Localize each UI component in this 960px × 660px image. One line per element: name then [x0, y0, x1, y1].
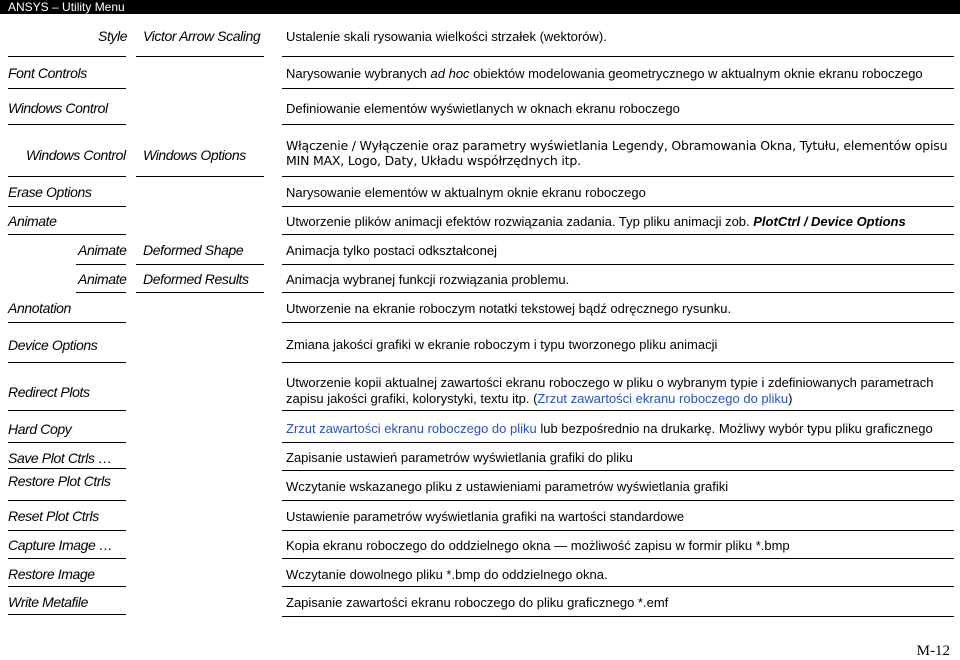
rule [282, 470, 954, 471]
rule [8, 124, 126, 125]
cmd-reset-plot-ctrls: Reset Plot Ctrls [8, 508, 99, 524]
rule [136, 56, 264, 57]
rule [282, 292, 954, 293]
desc-text: lub bezpośrednio na drukarkę. Możliwy wybór typu pliku graficznego [536, 421, 933, 436]
rule [8, 500, 126, 501]
rule [8, 442, 126, 443]
desc-text: ) [788, 391, 793, 406]
cmd-windows-control: Windows Control [8, 100, 108, 116]
desc-save-plot-ctrls: Zapisanie ustawień parametrów wyświetlania grafiki do pliku [286, 450, 633, 465]
desc-annotation: Utworzenie na ekranie roboczym notatki tekstowej bądź odręcznego rysunku. [286, 301, 732, 316]
desc-bold-italic: PlotCtrl / Device Options [753, 214, 906, 229]
rule [8, 56, 126, 57]
desc-restore-plot-ctrls: Wczytanie wskazanego pliku z ustawieniami parametrów wyświetlania grafiki [286, 479, 729, 494]
desc-blue-link: Zrzut zawartości ekranu roboczego do pliku [537, 391, 789, 406]
cmd-erase-options: Erase Options [8, 184, 92, 200]
cmd-windows-options: Windows Options [143, 147, 246, 163]
rule [136, 176, 264, 177]
desc-font-controls [286, 66, 956, 81]
rule [282, 56, 954, 57]
rule [8, 206, 126, 207]
rule [282, 616, 954, 617]
cmd-animate: Animate [8, 213, 57, 229]
page-number: M-12 [916, 643, 950, 659]
rule [8, 176, 126, 177]
desc-text: obiektów modelowania geometrycznego w aktualnym oknie ekranu roboczego [469, 66, 923, 81]
desc-hard-copy [286, 421, 956, 436]
rule [282, 176, 954, 177]
cmd-annotation: Annotation [8, 300, 71, 316]
rule [282, 124, 954, 125]
rule [282, 362, 954, 363]
desc-deformed-results: Animacja wybranej funkcji rozwiązania problemu. [286, 272, 570, 287]
rule [136, 264, 264, 265]
rule [8, 88, 126, 89]
desc-restore-image: Wczytanie dowolnego pliku *.bmp do oddzielnego okna. [286, 567, 608, 582]
desc-reset-plot-ctrls: Ustawienie parametrów wyświetlania grafiki na wartości standardowe [286, 509, 685, 524]
rule [282, 206, 954, 207]
rule [8, 614, 126, 615]
cmd-font-controls: Font Controls [8, 65, 87, 81]
desc-text: Narysowanie wybranych [286, 66, 431, 81]
desc-erase-options: Narysowanie elementów w aktualnym oknie ekranu roboczego [286, 185, 646, 200]
rule [282, 88, 954, 89]
rule [282, 500, 954, 501]
desc-deformed-shape: Animacja tylko postaci odkształconej [286, 243, 497, 258]
rule [76, 292, 126, 293]
desc-blue-link: Zrzut zawartości ekranu roboczego do pliku [286, 421, 537, 436]
rule [8, 234, 126, 235]
desc-text: Utworzenie kopii aktualnej zawartości ekranu roboczego w pliku o wybranym typie i zdefiniowanych parametrach zapisu jakości grafiki, kolorystyki, textu itp. ( [286, 375, 934, 406]
rule [282, 558, 954, 559]
cmd-save-plot-ctrls: Save Plot Ctrls … [8, 450, 112, 466]
cmd-windows-control-2: Windows Control [26, 147, 126, 163]
rule [282, 530, 954, 531]
desc-capture-image: Kopia ekranu roboczego do oddzielnego okna — możliwość zapisu w formir pliku *.bmp [286, 538, 790, 553]
desc-write-metafile: Zapisanie zawartości ekranu roboczego do pliku graficznego *.emf [286, 595, 669, 610]
utility-menu-header: ANSYS – Utility Menu [0, 0, 960, 14]
rule [8, 586, 126, 587]
rule [282, 234, 954, 235]
cmd-restore-plot-ctrls: Restore Plot Ctrls [8, 473, 111, 489]
rule [282, 586, 954, 587]
rule [136, 292, 264, 293]
cmd-redirect-plots: Redirect Plots [8, 384, 90, 400]
cmd-capture-image: Capture Image … [8, 537, 113, 553]
cmd-write-metafile: Write Metafile [8, 594, 88, 610]
rule [282, 442, 954, 443]
desc-windows-options: Włączenie / Wyłączenie oraz parametry wyświetlania Legendy, Obramowania Okna, Tytułu, elementów opisu MIN MAX, Logo, Daty, Układu współrzędnych itp. [286, 138, 948, 168]
desc-windows-control: Definiowanie elementów wyświetlanych w oknach ekranu roboczego [286, 101, 680, 116]
cmd-style: Style [98, 28, 128, 44]
cmd-deformed-results: Deformed Results [143, 271, 249, 287]
rule [8, 558, 126, 559]
cmd-restore-image: Restore Image [8, 566, 95, 582]
rule [8, 530, 126, 531]
rule [76, 264, 126, 265]
desc-victor-arrow-scaling: Ustalenie skali rysowania wielkości strzałek (wektorów). [286, 29, 607, 44]
rule [8, 322, 126, 323]
rule [8, 362, 126, 363]
cmd-animate-sub1: Animate [78, 242, 127, 258]
cmd-animate-sub2: Animate [78, 271, 127, 287]
desc-text: Utworzenie plików animacji efektów rozwiązania zadania. Typ pliku animacji zob. [286, 214, 754, 229]
desc-italic: ad hoc [430, 66, 470, 81]
desc-redirect-plots [286, 375, 956, 407]
cmd-deformed-shape: Deformed Shape [143, 242, 244, 258]
rule [8, 410, 126, 411]
cmd-victor-arrow-scaling: Victor Arrow Scaling [143, 28, 261, 44]
rule [282, 264, 954, 265]
desc-device-options: Zmiana jakości grafiki w ekranie roboczym i typu tworzonego pliku animacji [286, 337, 718, 352]
desc-animate [286, 214, 956, 229]
rule [282, 410, 954, 411]
rule [8, 468, 126, 469]
cmd-hard-copy: Hard Copy [8, 421, 72, 437]
cmd-device-options: Device Options [8, 337, 98, 353]
rule [282, 322, 954, 323]
